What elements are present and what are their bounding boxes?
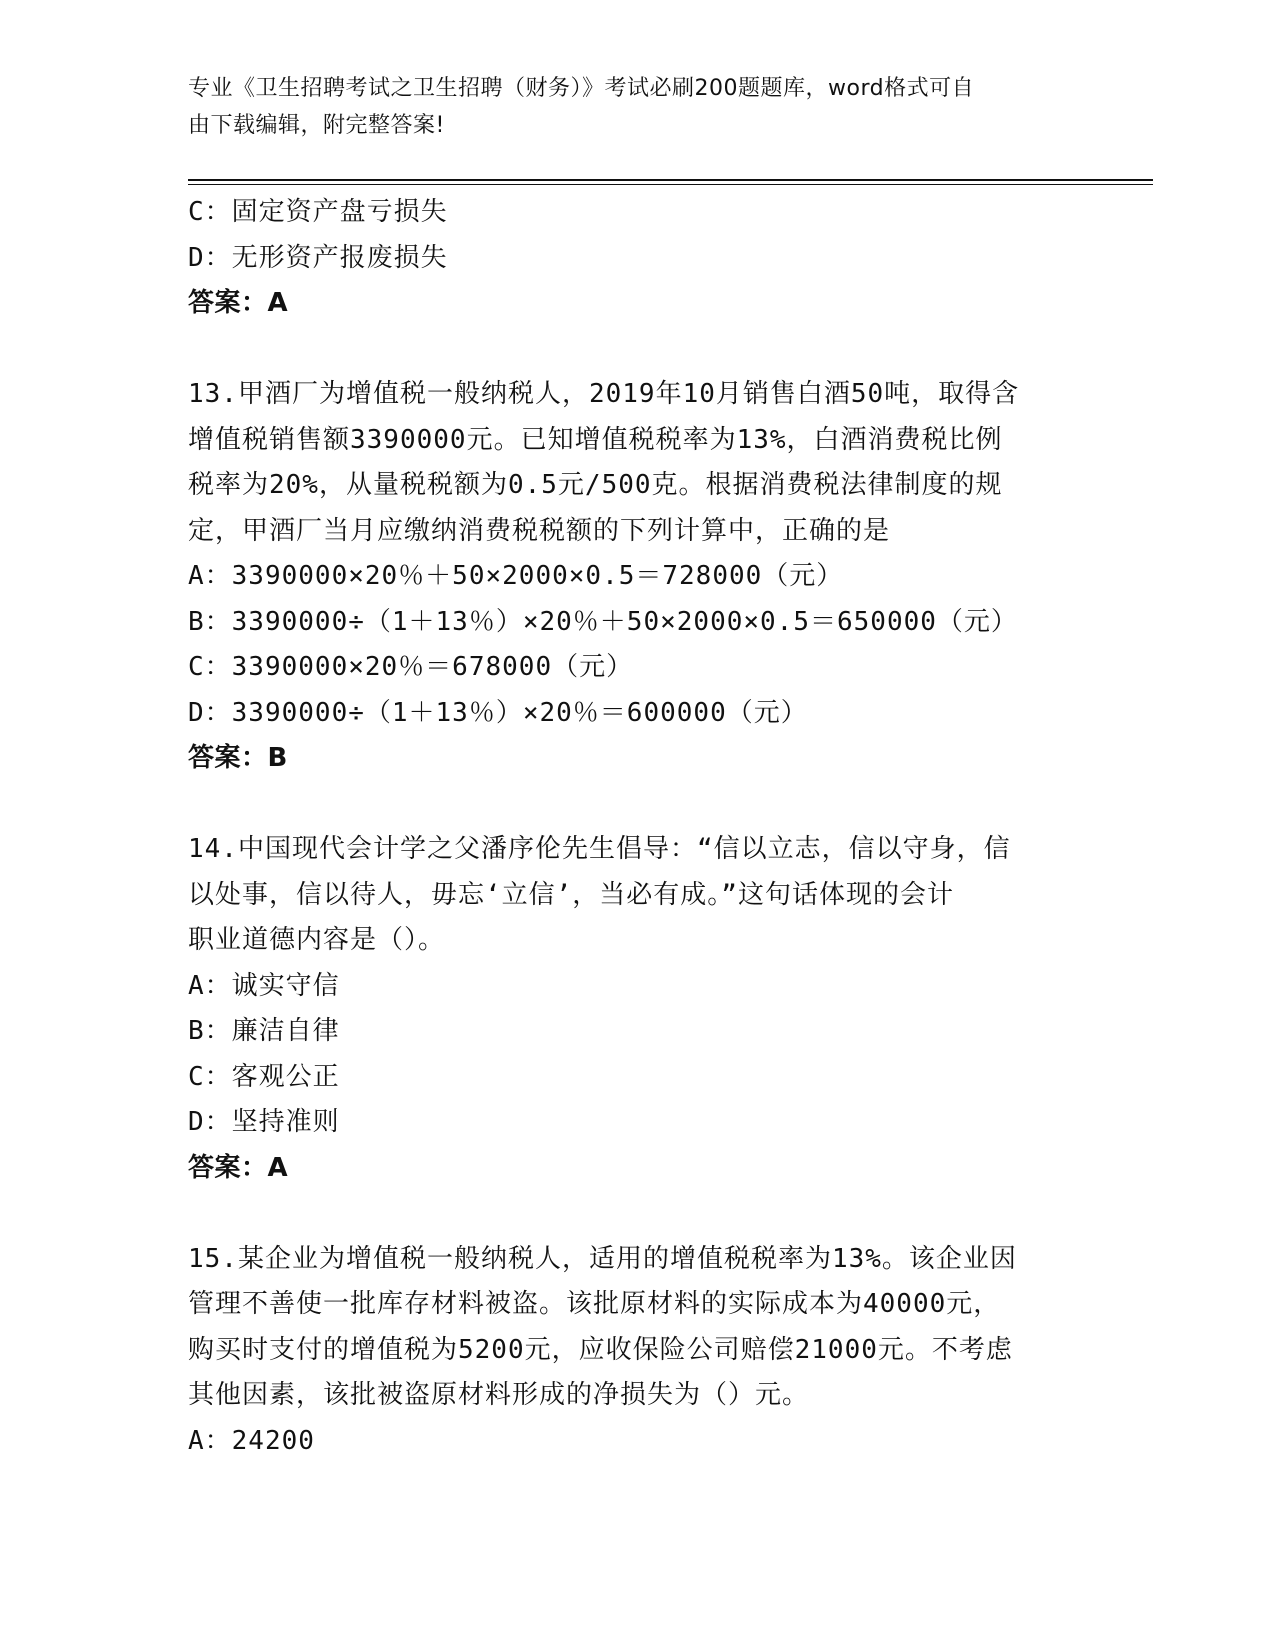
option-b: B：廉洁自律	[188, 1016, 340, 1046]
question-text-line: 其他因素，该批被盗原材料形成的净损失为（）元。	[188, 1380, 810, 1410]
option-a: A：3390000×20％＋50×2000×0.5＝728000（元）	[188, 561, 844, 591]
header-line-2: 由下载编辑，附完整答案!	[188, 113, 445, 138]
question-text-line: 税率为20%，从量税税额为0.5元/500克。根据消费税法律制度的规	[188, 470, 1003, 500]
question-text-line: 职业道德内容是（）。	[188, 925, 446, 955]
question-text-line: 14.中国现代会计学之父潘序伦先生倡导：“信以立志，信以守身，信	[188, 834, 1011, 864]
question-text-line: 管理不善使一批库存材料被盗。该批原材料的实际成本为40000元，	[188, 1289, 1001, 1319]
option-a: A：诚实守信	[188, 970, 340, 1001]
answer: 答案：A	[188, 288, 289, 318]
question-15	[188, 1237, 1088, 1465]
spacer	[188, 1191, 1088, 1237]
option-c: C：固定资产盘亏损失	[188, 197, 448, 227]
header-rule-thick	[188, 179, 1153, 181]
option-c: C：客观公正	[188, 1061, 340, 1092]
answer: 答案：B	[188, 743, 288, 773]
option-d: D：坚持准则	[188, 1107, 340, 1137]
spacer	[188, 327, 1088, 373]
prev-question	[188, 190, 1088, 327]
option-d: D：3390000÷（1＋13％）×20％＝600000（元）	[188, 697, 808, 728]
option-d: D：无形资产报废损失	[188, 242, 448, 273]
question-text-line: 购买时支付的增值税为5200元，应收保险公司赔偿21000元。不考虑	[188, 1334, 1013, 1365]
question-13	[188, 372, 1088, 782]
option-a: A：24200	[188, 1425, 315, 1456]
option-b: B：3390000÷（1＋13％）×20％＋50×2000×0.5＝650000（元）	[188, 606, 1018, 637]
question-text-line: 以处事，信以待人，毋忘‘立信’，当必有成。”这句话体现的会计	[188, 879, 954, 910]
question-text-line: 定，甲酒厂当月应缴纳消费税税额的下列计算中，正确的是	[188, 515, 891, 546]
question-text-line: 增值税销售额3390000元。已知增值税税率为13%，白酒消费税比例	[188, 424, 1003, 455]
option-c: C：3390000×20％＝678000（元）	[188, 652, 634, 682]
answer: 答案：A	[188, 1152, 289, 1183]
spacer	[188, 782, 1088, 828]
question-text-line: 13.甲酒厂为增值税一般纳税人，2019年10月销售白酒50吨，取得含	[188, 379, 1020, 409]
question-14	[188, 827, 1088, 1191]
header-rule-thin	[188, 184, 1153, 185]
header-line-1: 专业《卫生招聘考试之卫生招聘（财务）》考试必刷200题题库，word格式可自	[188, 76, 975, 101]
document-header	[188, 70, 1068, 144]
document-body	[188, 190, 1088, 1464]
question-text-line: 15.某企业为增值税一般纳税人，适用的增值税税率为13%。该企业因	[188, 1243, 1017, 1274]
